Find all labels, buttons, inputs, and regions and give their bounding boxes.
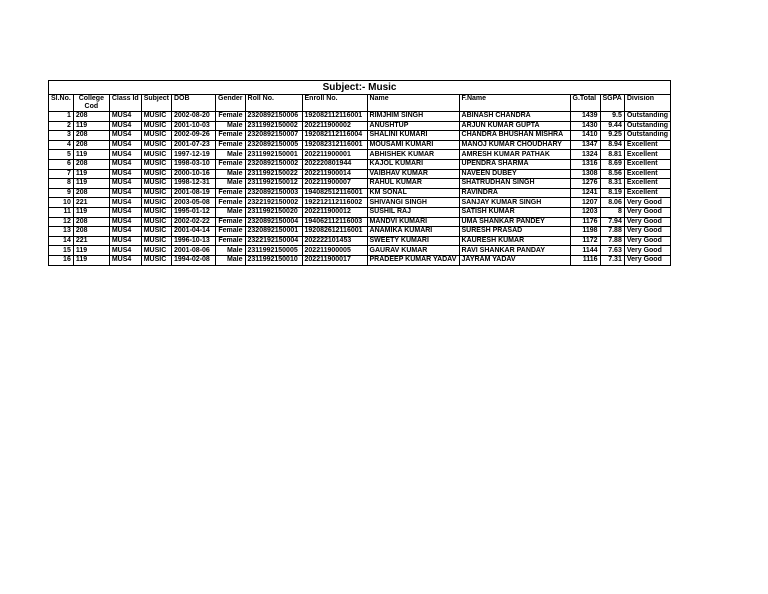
cell-gender: Female <box>216 188 246 198</box>
cell-grand-total: 1241 <box>570 188 600 198</box>
cell-father-name: RAVINDRA <box>459 188 570 198</box>
table-row <box>49 140 671 150</box>
cell-subject: MUSIC <box>141 140 171 150</box>
cell-grand-total: 1439 <box>570 112 600 122</box>
cell-enroll-no: 194062112116003 <box>302 217 367 227</box>
cell-college-code: 208 <box>73 188 109 198</box>
cell-sgpa: 9.44 <box>600 121 624 131</box>
cell-sl-no: 14 <box>49 236 74 246</box>
cell-subject: MUSIC <box>141 188 171 198</box>
cell-sl-no: 8 <box>49 179 74 189</box>
cell-grand-total: 1144 <box>570 246 600 256</box>
cell-roll-no: 2311992150002 <box>245 121 302 131</box>
cell-roll-no: 2320892150005 <box>245 140 302 150</box>
cell-class-id: MUS4 <box>109 227 141 237</box>
cell-college-code: 208 <box>73 159 109 169</box>
cell-roll-no: 2320892150004 <box>245 217 302 227</box>
cell-name: PRADEEP KUMAR YADAV <box>367 255 459 265</box>
cell-class-id: MUS4 <box>109 169 141 179</box>
cell-sl-no: 2 <box>49 121 74 131</box>
cell-subject: MUSIC <box>141 198 171 208</box>
table-row <box>49 236 671 246</box>
cell-grand-total: 1276 <box>570 179 600 189</box>
cell-name: MANDVI KUMARI <box>367 217 459 227</box>
cell-roll-no: 2320892150002 <box>245 159 302 169</box>
cell-grand-total: 1347 <box>570 140 600 150</box>
cell-subject: MUSIC <box>141 179 171 189</box>
cell-grand-total: 1116 <box>570 255 600 265</box>
cell-sgpa: 8.56 <box>600 169 624 179</box>
cell-name: SHALINI KUMARI <box>367 131 459 141</box>
cell-grand-total: 1203 <box>570 207 600 217</box>
cell-subject: MUSIC <box>141 121 171 131</box>
cell-gender: Male <box>216 121 246 131</box>
cell-sl-no: 12 <box>49 217 74 227</box>
cell-dob: 2002-08-20 <box>172 112 216 122</box>
cell-name: ABHISHEK KUMAR <box>367 150 459 160</box>
cell-father-name: JAYRAM YADAV <box>459 255 570 265</box>
cell-division: Excellent <box>624 179 670 189</box>
cell-college-code: 119 <box>73 121 109 131</box>
cell-dob: 1998-03-10 <box>172 159 216 169</box>
cell-dob: 2001-08-06 <box>172 246 216 256</box>
cell-college-code: 208 <box>73 131 109 141</box>
cell-college-code: 119 <box>73 179 109 189</box>
cell-enroll-no: 202211900012 <box>302 207 367 217</box>
cell-roll-no: 2320892150003 <box>245 188 302 198</box>
cell-gender: Female <box>216 140 246 150</box>
cell-college-code: 208 <box>73 140 109 150</box>
cell-enroll-no: 202211900005 <box>302 246 367 256</box>
cell-class-id: MUS4 <box>109 150 141 160</box>
header-gender: Gender <box>216 95 246 112</box>
cell-grand-total: 1324 <box>570 150 600 160</box>
cell-gender: Female <box>216 131 246 141</box>
header-class-id: Class Id <box>109 95 141 112</box>
cell-gender: Male <box>216 246 246 256</box>
cell-gender: Female <box>216 227 246 237</box>
cell-sgpa: 8.81 <box>600 150 624 160</box>
table-row <box>49 217 671 227</box>
cell-father-name: ARJUN KUMAR GUPTA <box>459 121 570 131</box>
cell-gender: Male <box>216 169 246 179</box>
cell-name: SWEETY KUMARI <box>367 236 459 246</box>
cell-division: Outstanding <box>624 131 670 141</box>
table-row <box>49 255 671 265</box>
cell-college-code: 221 <box>73 198 109 208</box>
cell-roll-no: 2311992150020 <box>245 207 302 217</box>
header-roll-no: Roll No. <box>245 95 302 112</box>
cell-sl-no: 6 <box>49 159 74 169</box>
cell-class-id: MUS4 <box>109 246 141 256</box>
header-sgpa: SGPA <box>600 95 624 112</box>
cell-subject: MUSIC <box>141 236 171 246</box>
cell-enroll-no: 202220801944 <box>302 159 367 169</box>
cell-grand-total: 1430 <box>570 121 600 131</box>
cell-sl-no: 4 <box>49 140 74 150</box>
cell-name: MOUSAMI KUMARI <box>367 140 459 150</box>
table-body <box>49 112 671 266</box>
cell-enroll-no: 192082312116001 <box>302 140 367 150</box>
cell-name: ANUSHTUP <box>367 121 459 131</box>
cell-gender: Female <box>216 198 246 208</box>
cell-college-code: 119 <box>73 255 109 265</box>
cell-enroll-no: 202211900007 <box>302 179 367 189</box>
cell-division: Very Good <box>624 207 670 217</box>
cell-gender: Female <box>216 217 246 227</box>
table-row <box>49 159 671 169</box>
cell-sl-no: 11 <box>49 207 74 217</box>
cell-college-code: 221 <box>73 236 109 246</box>
results-sheet <box>48 80 671 266</box>
header-name: Name <box>367 95 459 112</box>
table-row <box>49 246 671 256</box>
cell-sgpa: 8.19 <box>600 188 624 198</box>
cell-gender: Female <box>216 159 246 169</box>
cell-division: Very Good <box>624 227 670 237</box>
cell-sgpa: 9.25 <box>600 131 624 141</box>
cell-gender: Male <box>216 150 246 160</box>
cell-name: RAHUL KUMAR <box>367 179 459 189</box>
cell-sl-no: 9 <box>49 188 74 198</box>
cell-dob: 2003-05-08 <box>172 198 216 208</box>
cell-dob: 2001-08-19 <box>172 188 216 198</box>
cell-roll-no: 2311992150010 <box>245 255 302 265</box>
header-dob: DOB <box>172 95 216 112</box>
cell-dob: 1997-12-19 <box>172 150 216 160</box>
cell-sgpa: 8.31 <box>600 179 624 189</box>
cell-gender: Female <box>216 236 246 246</box>
cell-enroll-no: 192212112116002 <box>302 198 367 208</box>
cell-sgpa: 8 <box>600 207 624 217</box>
cell-grand-total: 1410 <box>570 131 600 141</box>
cell-father-name: MANOJ KUMAR CHOUDHARY <box>459 140 570 150</box>
cell-sgpa: 7.94 <box>600 217 624 227</box>
table-row <box>49 131 671 141</box>
cell-grand-total: 1176 <box>570 217 600 227</box>
cell-grand-total: 1308 <box>570 169 600 179</box>
header-sl-no: Sl.No. <box>49 95 74 112</box>
cell-sgpa: 8.06 <box>600 198 624 208</box>
cell-class-id: MUS4 <box>109 207 141 217</box>
cell-division: Very Good <box>624 255 670 265</box>
cell-sl-no: 5 <box>49 150 74 160</box>
cell-division: Outstanding <box>624 121 670 131</box>
cell-dob: 1995-01-12 <box>172 207 216 217</box>
cell-enroll-no: 202211900002 <box>302 121 367 131</box>
header-college-code: College Cod <box>73 95 109 112</box>
cell-class-id: MUS4 <box>109 112 141 122</box>
cell-class-id: MUS4 <box>109 255 141 265</box>
cell-subject: MUSIC <box>141 246 171 256</box>
cell-enroll-no: 202211900017 <box>302 255 367 265</box>
table-row <box>49 150 671 160</box>
cell-class-id: MUS4 <box>109 179 141 189</box>
cell-name: KAJOL KUMARI <box>367 159 459 169</box>
cell-name: GAURAV KUMAR <box>367 246 459 256</box>
cell-father-name: SATISH KUMAR <box>459 207 570 217</box>
table-row <box>49 179 671 189</box>
cell-sl-no: 13 <box>49 227 74 237</box>
cell-father-name: UPENDRA SHARMA <box>459 159 570 169</box>
cell-roll-no: 2311992150001 <box>245 150 302 160</box>
cell-sl-no: 15 <box>49 246 74 256</box>
cell-father-name: UMA SHANKAR PANDEY <box>459 217 570 227</box>
cell-subject: MUSIC <box>141 207 171 217</box>
cell-father-name: CHANDRA BHUSHAN MISHRA <box>459 131 570 141</box>
cell-father-name: AMRESH KUMAR PATHAK <box>459 150 570 160</box>
table-row <box>49 198 671 208</box>
cell-sgpa: 7.63 <box>600 246 624 256</box>
cell-subject: MUSIC <box>141 159 171 169</box>
cell-enroll-no: 202211900001 <box>302 150 367 160</box>
cell-roll-no: 2322192150002 <box>245 198 302 208</box>
cell-subject: MUSIC <box>141 112 171 122</box>
cell-father-name: SANJAY KUMAR SINGH <box>459 198 570 208</box>
cell-enroll-no: 202222101453 <box>302 236 367 246</box>
cell-sgpa: 7.88 <box>600 227 624 237</box>
cell-dob: 1994-02-08 <box>172 255 216 265</box>
cell-roll-no: 2322192150004 <box>245 236 302 246</box>
cell-enroll-no: 192082612116001 <box>302 227 367 237</box>
cell-dob: 2002-02-22 <box>172 217 216 227</box>
cell-enroll-no: 192082112116001 <box>302 112 367 122</box>
header-division: Division <box>624 95 670 112</box>
cell-subject: MUSIC <box>141 131 171 141</box>
cell-sl-no: 10 <box>49 198 74 208</box>
cell-college-code: 208 <box>73 227 109 237</box>
cell-name: ANAMIKA KUMARI <box>367 227 459 237</box>
cell-division: Excellent <box>624 150 670 160</box>
cell-father-name: ABINASH CHANDRA <box>459 112 570 122</box>
cell-dob: 2001-07-23 <box>172 140 216 150</box>
cell-name: KM SONAL <box>367 188 459 198</box>
cell-grand-total: 1198 <box>570 227 600 237</box>
cell-grand-total: 1316 <box>570 159 600 169</box>
cell-dob: 2002-09-26 <box>172 131 216 141</box>
cell-father-name: KAURESH KUMAR <box>459 236 570 246</box>
table-row <box>49 227 671 237</box>
header-row <box>49 95 671 112</box>
sheet-title: Subject:- Music <box>49 81 671 95</box>
cell-sl-no: 3 <box>49 131 74 141</box>
cell-class-id: MUS4 <box>109 198 141 208</box>
cell-grand-total: 1172 <box>570 236 600 246</box>
cell-class-id: MUS4 <box>109 188 141 198</box>
cell-sgpa: 9.5 <box>600 112 624 122</box>
cell-college-code: 119 <box>73 150 109 160</box>
results-table <box>48 80 671 266</box>
cell-sgpa: 7.88 <box>600 236 624 246</box>
cell-enroll-no: 194082512116001 <box>302 188 367 198</box>
cell-enroll-no: 192082112116004 <box>302 131 367 141</box>
table-row <box>49 121 671 131</box>
cell-division: Very Good <box>624 246 670 256</box>
cell-dob: 2001-04-14 <box>172 227 216 237</box>
cell-college-code: 119 <box>73 246 109 256</box>
cell-division: Very Good <box>624 236 670 246</box>
cell-gender: Male <box>216 255 246 265</box>
cell-class-id: MUS4 <box>109 121 141 131</box>
cell-father-name: RAVI SHANKAR PANDAY <box>459 246 570 256</box>
cell-division: Outstanding <box>624 112 670 122</box>
cell-father-name: SURESH PRASAD <box>459 227 570 237</box>
cell-college-code: 119 <box>73 169 109 179</box>
cell-class-id: MUS4 <box>109 131 141 141</box>
cell-college-code: 119 <box>73 207 109 217</box>
cell-father-name: SHATRUDHAN SINGH <box>459 179 570 189</box>
cell-roll-no: 2311992150005 <box>245 246 302 256</box>
cell-sgpa: 8.69 <box>600 159 624 169</box>
table-row <box>49 169 671 179</box>
cell-class-id: MUS4 <box>109 217 141 227</box>
cell-enroll-no: 202211900014 <box>302 169 367 179</box>
cell-class-id: MUS4 <box>109 140 141 150</box>
table-row <box>49 188 671 198</box>
cell-class-id: MUS4 <box>109 159 141 169</box>
header-father-name: F.Name <box>459 95 570 112</box>
cell-sgpa: 7.31 <box>600 255 624 265</box>
cell-class-id: MUS4 <box>109 236 141 246</box>
cell-sgpa: 8.94 <box>600 140 624 150</box>
cell-college-code: 208 <box>73 217 109 227</box>
cell-subject: MUSIC <box>141 150 171 160</box>
cell-grand-total: 1207 <box>570 198 600 208</box>
cell-name: SHIVANGI SINGH <box>367 198 459 208</box>
cell-subject: MUSIC <box>141 227 171 237</box>
cell-name: VAIBHAV KUMAR <box>367 169 459 179</box>
cell-subject: MUSIC <box>141 217 171 227</box>
cell-gender: Female <box>216 112 246 122</box>
cell-gender: Male <box>216 207 246 217</box>
header-grand-total: G.Total <box>570 95 600 112</box>
cell-dob: 2001-10-03 <box>172 121 216 131</box>
cell-subject: MUSIC <box>141 255 171 265</box>
header-subject: Subject <box>141 95 171 112</box>
cell-sl-no: 1 <box>49 112 74 122</box>
cell-roll-no: 2320892150006 <box>245 112 302 122</box>
cell-college-code: 208 <box>73 112 109 122</box>
table-row <box>49 112 671 122</box>
cell-roll-no: 2311992150012 <box>245 179 302 189</box>
cell-division: Excellent <box>624 188 670 198</box>
header-enroll-no: Enroll No. <box>302 95 367 112</box>
cell-division: Excellent <box>624 159 670 169</box>
cell-roll-no: 2320892150007 <box>245 131 302 141</box>
cell-sl-no: 7 <box>49 169 74 179</box>
cell-roll-no: 2320892150001 <box>245 227 302 237</box>
cell-dob: 2000-10-16 <box>172 169 216 179</box>
cell-division: Excellent <box>624 169 670 179</box>
cell-sl-no: 16 <box>49 255 74 265</box>
cell-name: RIMJHIM SINGH <box>367 112 459 122</box>
cell-gender: Male <box>216 179 246 189</box>
cell-father-name: NAVEEN DUBEY <box>459 169 570 179</box>
cell-name: SUSHIL RAJ <box>367 207 459 217</box>
cell-division: Excellent <box>624 140 670 150</box>
cell-division: Very Good <box>624 217 670 227</box>
cell-dob: 1998-12-31 <box>172 179 216 189</box>
cell-division: Very Good <box>624 198 670 208</box>
cell-dob: 1996-10-13 <box>172 236 216 246</box>
cell-subject: MUSIC <box>141 169 171 179</box>
cell-roll-no: 2311992150022 <box>245 169 302 179</box>
table-row <box>49 207 671 217</box>
